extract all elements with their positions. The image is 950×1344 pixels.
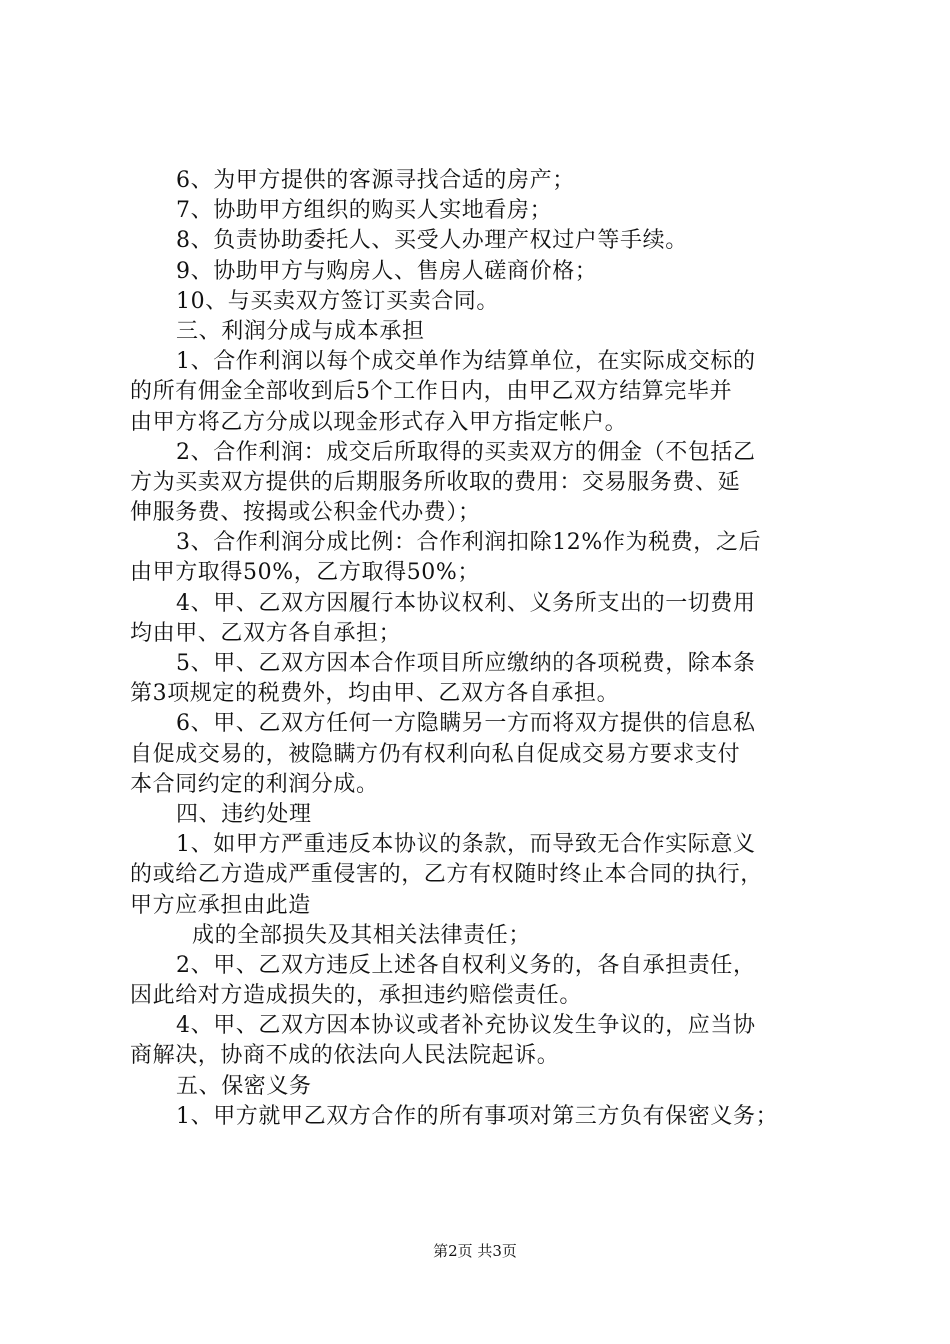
text-line: 1、甲方就甲乙双方合作的所有事项对第三方负有保密义务； xyxy=(176,1103,779,1129)
text-line: 商解决，协商不成的依法向人民法院起诉。 xyxy=(130,1043,560,1069)
text-line: 1、如甲方严重违反本协议的条款，而导致无合作实际意义 xyxy=(176,832,756,858)
text-line: 9、协助甲方与购房人、售房人磋商价格； xyxy=(176,258,598,284)
text-line: 伸服务费、按揭或公积金代办费）； xyxy=(130,500,481,526)
text-line: 1、合作利润以每个成交单作为结算单位，在实际成交标的 xyxy=(176,349,756,375)
text-line: 方为买卖双方提供的后期服务所收取的费用：交易服务费、延 xyxy=(130,469,741,495)
section-heading: 四、违约处理 xyxy=(176,801,312,827)
text-line: 由甲方将乙方分成以现金形式存入甲方指定帐户。 xyxy=(130,409,628,435)
section-heading: 五、保密义务 xyxy=(176,1073,312,1099)
text-line: 的或给乙方造成严重侵害的，乙方有权随时终止本合同的执行， xyxy=(130,862,763,888)
section-heading: 三、利润分成与成本承担 xyxy=(176,318,425,344)
text-line: 2、合作利润：成交后所取得的买卖双方的佣金（不包括乙 xyxy=(176,439,756,465)
text-line: 8、负责协助委托人、买受人办理产权过户等手续。 xyxy=(176,228,688,254)
text-line: 6、为甲方提供的客源寻找合适的房产； xyxy=(176,168,575,193)
text-line: 4、甲、乙双方因履行本协议权利、义务所支出的一切费用 xyxy=(176,590,756,616)
text-line: 本合同约定的利润分成。 xyxy=(130,771,379,797)
text-line: 5、甲、乙双方因本合作项目所应缴纳的各项税费，除本条 xyxy=(176,651,756,676)
page-number: 第2页 共3页 xyxy=(433,1242,517,1260)
text-line: 均由甲、乙双方各自承担； xyxy=(130,620,402,646)
text-line: 自促成交易的，被隐瞒方仍有权利向私自促成交易方要求支付 xyxy=(130,741,741,767)
text-line: 甲方应承担由此造 xyxy=(130,892,311,918)
text-line: 的所有佣金全部收到后5个工作日内，由甲乙双方结算完毕并 xyxy=(130,379,733,405)
text-line: 第3项规定的税费外，均由甲、乙双方各自承担。 xyxy=(130,681,620,707)
text-line: 由甲方取得50%，乙方取得50%； xyxy=(130,560,480,586)
text-line: 3、合作利润分成比例：合作利润扣除12%作为税费，之后 xyxy=(176,530,762,556)
text-line: 成的全部损失及其相关法律责任； xyxy=(192,922,532,948)
text-line: 2、甲、乙双方违反上述各自权利义务的，各自承担责任， xyxy=(176,952,756,978)
text-line: 因此给对方造成损失的，承担违约赔偿责任。 xyxy=(130,983,583,1009)
text-line: 4、甲、乙双方因本协议或者补充协议发生争议的，应当协 xyxy=(176,1013,756,1039)
document-body xyxy=(130,166,842,1132)
text-line: 10、与买卖双方签订买卖合同。 xyxy=(176,288,499,314)
text-line: 7、协助甲方组织的购买人实地看房； xyxy=(176,198,553,224)
text-line: 6、甲、乙双方任何一方隐瞒另一方而将双方提供的信息私 xyxy=(176,711,756,737)
